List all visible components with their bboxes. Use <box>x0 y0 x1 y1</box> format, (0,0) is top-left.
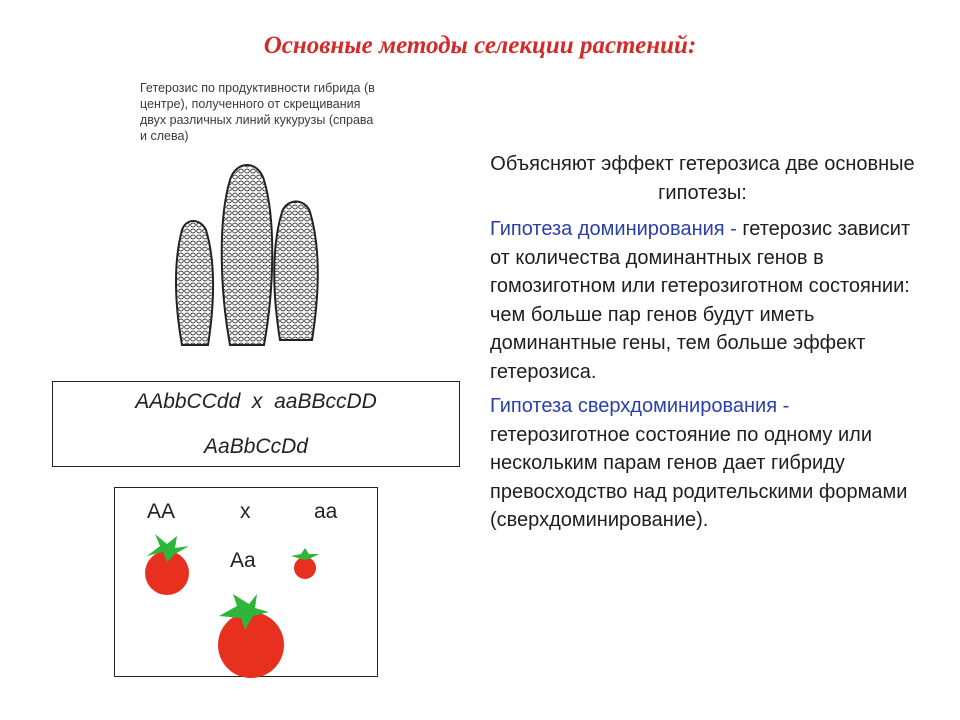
parent2-genotype: aa <box>314 500 338 523</box>
dominance-hypothesis-body: гетерозис зависит от количества доминантных генов в гомозиготном или гетерозиготном состоянии: чем больше пар генов будут иметь доминантные гены, тем больше эффект гетерозиса. <box>490 218 911 383</box>
hybrid-genotype: Aa <box>230 549 256 572</box>
corn-caption: Гетерозис по продуктивности гибрида (в центре), полученного от скрещивания двух различных линий кукурузы (справа и слева) <box>140 81 375 143</box>
corn-cob-right <box>274 202 318 341</box>
corn-cobs-illustration <box>160 150 370 360</box>
parent1-genotype: AA <box>147 500 176 523</box>
hypotheses-intro: Объясняют эффект гетерозиса две основные гипотезы: <box>490 153 915 204</box>
tomato-aa-recessive <box>294 557 316 579</box>
cross-sign: x <box>240 500 251 523</box>
dominance-hypothesis-title: Гипотеза доминирования - <box>490 218 737 240</box>
overdominance-hypothesis <box>490 392 915 535</box>
cross-hybrid-line: AaBbCcDd <box>204 435 308 458</box>
genotype-cross-box <box>52 381 460 467</box>
dominance-hypothesis <box>490 215 915 386</box>
overdominance-hypothesis-body: гетерозиготное состояние по одному или нескольким парам генов дает гибриду превосходство над родительскими формами (сверхдоминирование). <box>490 423 908 531</box>
tomato-aa-hybrid <box>218 612 284 678</box>
tomato-cross-box <box>114 487 378 677</box>
slide-title: Основные методы селекции растений: <box>263 32 697 59</box>
hypotheses-text <box>490 150 915 541</box>
corn-cob-left <box>176 221 213 345</box>
cross-parents-line: AAbbCCdd x aaBBccDD <box>135 390 377 413</box>
corn-cob-center <box>222 165 273 345</box>
tomato-small-leaves <box>291 548 319 560</box>
overdominance-hypothesis-title: Гипотеза сверхдоминирования - <box>490 395 790 417</box>
